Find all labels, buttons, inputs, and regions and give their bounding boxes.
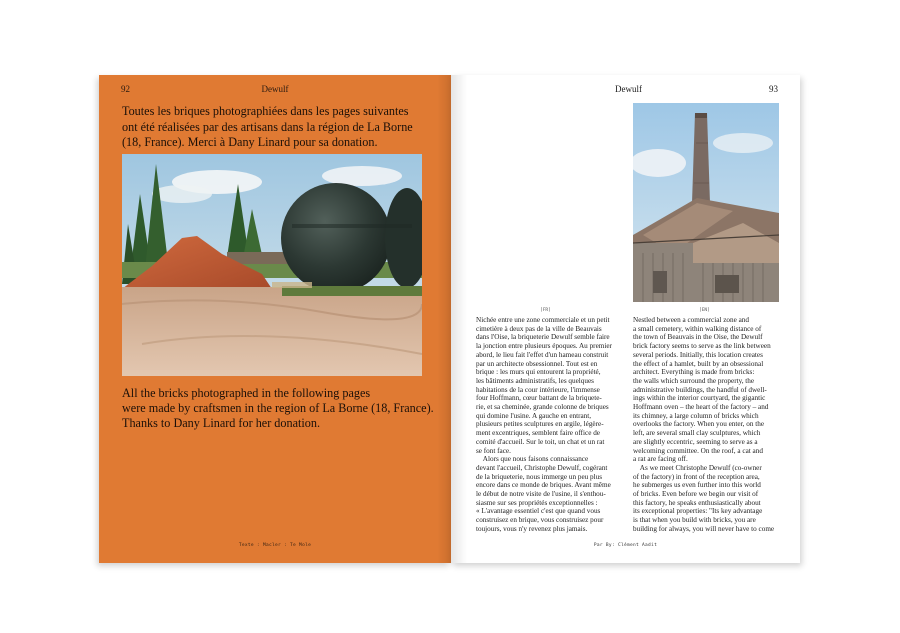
text-line: Alors que nous faisons connaissance xyxy=(476,455,589,464)
text-line: les bâtiments administratifs, les quelques xyxy=(476,376,594,385)
text-line: dans l'Oise, la briqueterie Dewulf semble faire xyxy=(476,333,610,342)
text-line: the walls which surround the property, the xyxy=(633,376,755,385)
text-line: « L'avantage essentiel c'est que quand vous xyxy=(476,507,601,516)
text-line: four Hoffmann, cœur battant de la briquete- xyxy=(476,394,602,403)
footer-credits-left: Texte : Macler : Te Mole xyxy=(238,543,312,548)
text-line: welcoming committee. On the roof, a cat and xyxy=(633,446,763,455)
text-line: abord, le lieu fait l'effet d'un hameau construit xyxy=(476,350,609,359)
body-column-fr xyxy=(476,316,628,534)
lang-tag-fr: [FR] xyxy=(540,308,551,313)
text-line: Hoffmann oven – the heart of the factory – and xyxy=(633,403,769,412)
text-line: plusieurs petites sculptures en argile, légère- xyxy=(476,420,604,429)
photo-factory-chimney xyxy=(633,103,779,302)
text-line: devant l'accueil, Christophe Dewulf, cogérant xyxy=(476,463,608,472)
text-line: ings within the interior courtyard, the gigantic xyxy=(633,394,766,403)
running-head-right: Dewulf xyxy=(615,84,642,94)
text-line: ment excentriques, semblent faire office de xyxy=(476,429,600,438)
text-line: are slightly eccentric, seeming to serve as a xyxy=(633,437,758,446)
right-page xyxy=(451,75,800,563)
text-line: brique : les murs qui entourent la propriété, xyxy=(476,368,601,377)
text-line: the town of Beauvais in the Oise, the Dewulf xyxy=(633,333,763,342)
text-line: se font face. xyxy=(476,446,511,455)
lang-tag-en: [EN] xyxy=(699,308,710,313)
text-line: construisez en brique, vous construisez pour xyxy=(476,516,604,525)
text-line: a small cemetery, within walking distance of xyxy=(633,324,762,333)
text-line: cimetière à deux pas de la ville de Beauvais xyxy=(476,324,602,333)
text-line: As we meet Christophe Dewulf (co-owner xyxy=(633,463,762,472)
intro-line: (18, France). Merci à Dany Linard pour sa donation. xyxy=(122,135,378,149)
text-line: la jonction entre plusieurs époques. Au premier xyxy=(476,342,612,351)
text-line: toujours, vous n'y revenez plus jamais. xyxy=(476,524,588,533)
intro-line: Toutes les briques photographiées dans les pages suivantes xyxy=(122,104,409,118)
text-line: Nestled between a commercial zone and xyxy=(633,316,749,324)
page-number-left: 92 xyxy=(121,84,130,94)
page-number-right: 93 xyxy=(769,84,778,94)
text-line: siasme sur ses propriétés exceptionnelles : xyxy=(476,498,598,507)
intro-line: ont été réalisées par des artisans dans la région de La Borne xyxy=(122,119,413,134)
text-line: a rat are facing off. xyxy=(633,455,688,464)
text-line: left, are several small clay sculptures, which xyxy=(633,429,761,438)
text-line: rie, et sa cheminée, grande colonne de briques xyxy=(476,403,609,412)
caption-text-en xyxy=(122,386,437,430)
left-page xyxy=(99,75,451,563)
text-line: administrative buildings, the handful of dwell- xyxy=(633,385,767,394)
text-line: par un architecte obsessionnel. Tout est en xyxy=(476,359,598,368)
caption-line: All the bricks photographed in the following pages xyxy=(122,386,371,400)
text-line: he submerges us even further into this world xyxy=(633,481,761,490)
text-line: this factory, he speaks enthusiastically about xyxy=(633,498,761,507)
running-head-left: Dewulf xyxy=(261,84,289,94)
caption-line: Thanks to Dany Linard for her donation. xyxy=(122,415,320,430)
text-line: overlooks the factory. When you enter, on the xyxy=(633,420,765,429)
text-line: comité d'accueil. Sur le toit, un chat et un rat xyxy=(476,437,605,446)
text-line: is that when you build with bricks, you are xyxy=(633,516,756,525)
text-line: le début de notre visite de l'usine, il s'enthou- xyxy=(476,490,606,499)
intro-text-fr xyxy=(122,104,412,151)
text-line: building for always, you will never have to come xyxy=(633,524,775,533)
caption-line: were made by craftsmen in the region of La Borne (18, France). xyxy=(122,400,434,415)
body-column-en xyxy=(633,316,785,534)
text-line: several periods. Initially, this location creates xyxy=(633,350,763,359)
text-line: Nichée entre une zone commerciale et un petit xyxy=(476,316,610,324)
text-line: its chimney, a large column of bricks which xyxy=(633,411,759,420)
text-line: de la briqueterie, nous immerge un peu plus xyxy=(476,472,603,481)
footer-credits-right: Par By: Clément Aadit xyxy=(593,543,658,548)
text-line: of bricks. Even before we begin our visit of xyxy=(633,490,759,499)
text-line: architect. Everything is made from bricks: xyxy=(633,368,755,377)
text-line: its exceptional properties: "Its key advantage xyxy=(633,507,763,516)
text-line: brick factory seems to serve as the link between xyxy=(633,342,771,351)
text-line: the effect of a hamlet, built by an obsessional xyxy=(633,359,764,368)
photo-clay-pile-and-tank xyxy=(122,154,422,376)
text-line: of the factory) in front of the reception area, xyxy=(633,472,760,481)
text-line: habitations de la cour intérieure, l'immense xyxy=(476,385,600,394)
text-line: encore dans ce monde de briques. Avant même xyxy=(476,481,611,490)
text-line: qui domine l'usine. A gauche en entrant, xyxy=(476,411,592,420)
